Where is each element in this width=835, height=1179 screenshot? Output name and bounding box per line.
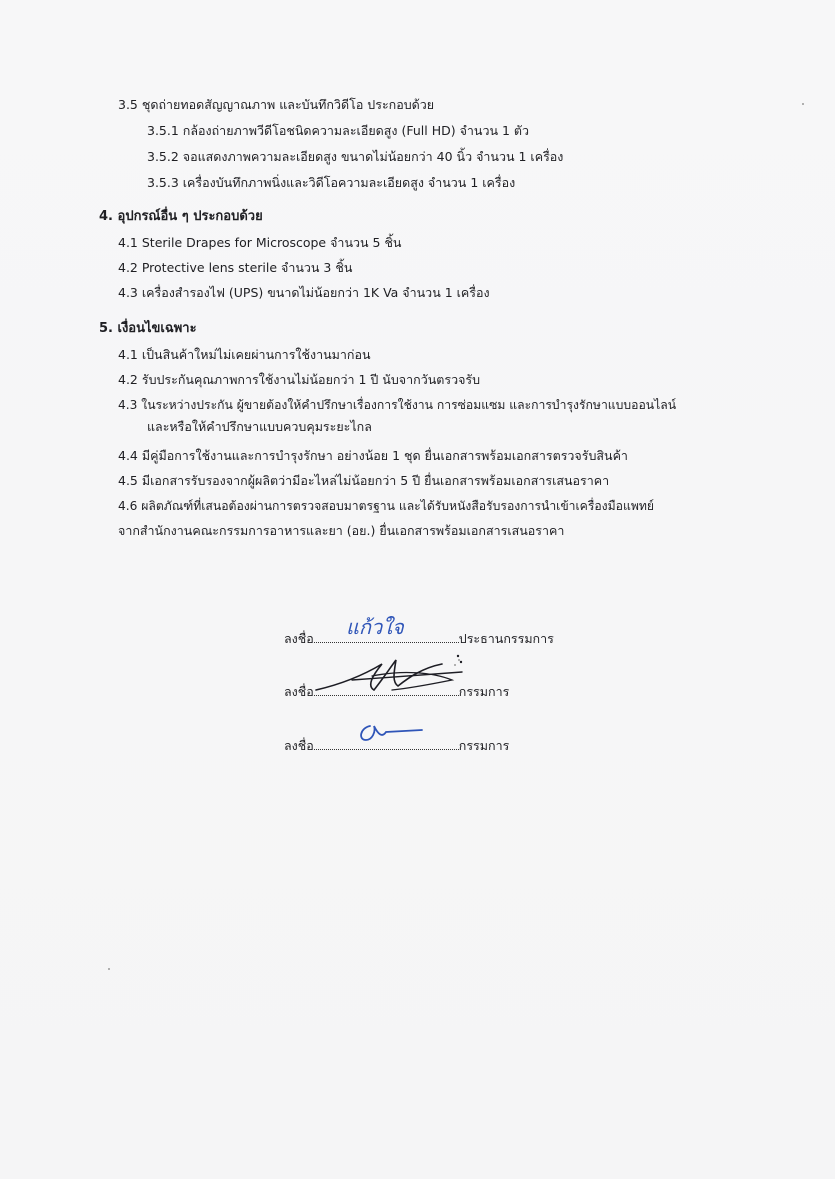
section-5-item: 4.5 มีเอกสารรับรองจากผู้ผลิตว่ามีอะไหล่ไม่น้อยกว่า 5 ปี ยื่นเอกสารพร้อมเอกสารเสนอราคา — [118, 473, 610, 488]
section-5-item-continuation: และหรือให้คำปรึกษาแบบควบคุมระยะไกล — [147, 419, 372, 434]
scan-speck — [108, 968, 110, 970]
signature-prefix: ลงชื่อ — [284, 631, 314, 646]
section-3-5-item: 3.5.1 กล้องถ่ายภาพวีดีโอชนิดความละเอียดสูง (Full HD) จำนวน 1 ตัว — [147, 123, 530, 138]
signature-role: กรรมการ — [458, 684, 510, 699]
section-3-5-title: 3.5 ชุดถ่ายทอดสัญญาณภาพ และบันทึกวิดีโอ ประกอบด้วย — [118, 97, 435, 112]
section-5-item: 4.1 เป็นสินค้าใหม่ไม่เคยผ่านการใช้งานมาก่อน — [118, 347, 371, 362]
signature-prefix: ลงชื่อ — [284, 738, 314, 753]
section-4-item: 4.1 Sterile Drapes for Microscope จำนวน 5 ชิ้น — [118, 235, 402, 250]
section-5-heading: 5. เงื่อนไขเฉพาะ — [99, 321, 197, 336]
member-2-signature — [352, 718, 432, 748]
section-3-5-item: 3.5.3 เครื่องบันทึกภาพนิ่งและวิดีโอความละเอียดสูง จำนวน 1 เครื่อง — [147, 175, 516, 190]
scan-speck — [802, 103, 804, 105]
section-4-heading: 4. อุปกรณ์อื่น ๆ ประกอบด้วย — [99, 209, 263, 224]
section-5-item: 4.6 ผลิตภัณฑ์ที่เสนอต้องผ่านการตรวจสอบมาตรฐาน และได้รับหนังสือรับรองการนำเข้าเครื่องมือแพทย์ — [118, 499, 655, 513]
section-3-5-item: 3.5.2 จอแสดงภาพความละเอียดสูง ขนาดไม่น้อยกว่า 40 นิ้ว จำนวน 1 เครื่อง — [147, 149, 564, 164]
chairman-signature — [340, 610, 420, 644]
signature-handwriting: แก้วใจ — [346, 615, 404, 639]
section-4-item: 4.2 Protective lens sterile จำนวน 3 ชิ้น — [118, 260, 353, 275]
section-4-item: 4.3 เครื่องสำรองไฟ (UPS) ขนาดไม่น้อยกว่า 1K Va จำนวน 1 เครื่อง — [118, 285, 490, 300]
section-5-item: 4.4 มีคู่มือการใช้งานและการบำรุงรักษา อย่างน้อย 1 ชุด ยื่นเอกสารพร้อมเอกสารตรวจรับสินค้า — [118, 448, 628, 463]
section-5-item: 4.3 ในระหว่างประกัน ผู้ขายต้องให้คำปรึกษาเรื่องการใช้งาน การซ่อมแซม และการบำรุงรักษาแบบออนไลน์ — [118, 398, 677, 412]
signature-role: ประธานกรรมการ — [458, 631, 554, 646]
scan-speck — [458, 659, 460, 661]
section-5-item-continuation: จากสำนักงานคณะกรรมการอาหารและยา (อย.) ยื่นเอกสารพร้อมเอกสารเสนอราคา — [118, 523, 565, 538]
signature-prefix: ลงชื่อ — [284, 684, 314, 699]
scan-speck — [454, 664, 456, 666]
section-5-item: 4.2 รับประกันคุณภาพการใช้งานไม่น้อยกว่า 1 ปี นับจากวันตรวจรับ — [118, 372, 481, 387]
signature-role: กรรมการ — [458, 738, 510, 753]
member-1-signature — [312, 650, 472, 700]
